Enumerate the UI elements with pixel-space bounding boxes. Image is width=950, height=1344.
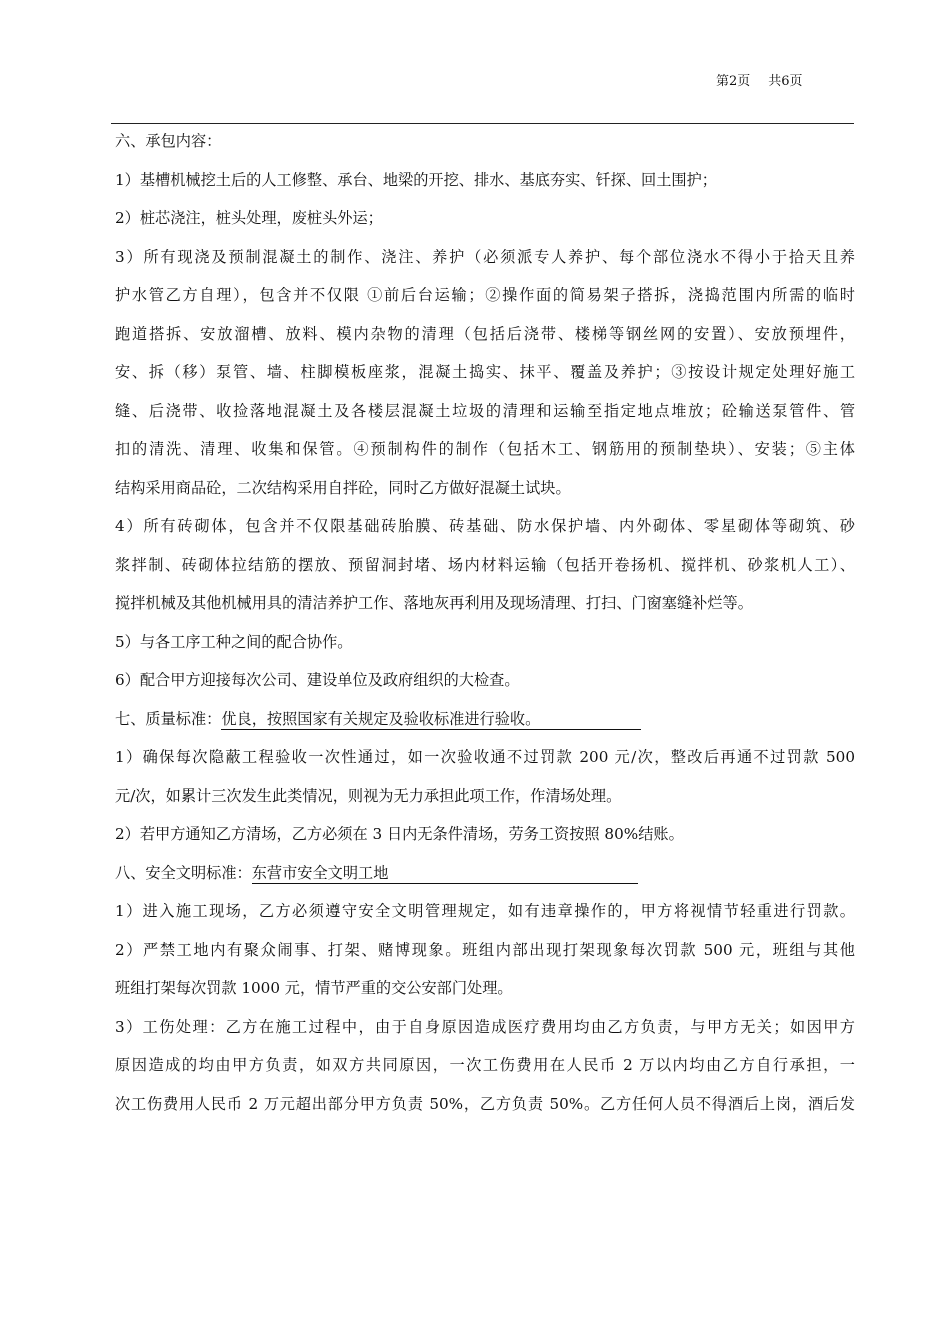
line-text: 浆拌制、砖砌体拉结筋的摆放、预留洞封堵、场内材料运输（包括开卷扬机、搅拌机、砂浆机人工）、	[115, 555, 855, 574]
text-line	[115, 513, 855, 539]
text-line	[115, 975, 855, 1001]
line-text: 班组打架每次罚款 1000 元，情节严重的交公安部门处理。	[115, 979, 513, 997]
text-line	[115, 167, 855, 193]
text-line	[115, 321, 855, 347]
text-line	[115, 436, 855, 462]
text-line	[115, 667, 855, 693]
line-text: 1）确保每次隐蔽工程验收一次性通过，如一次验收通不过罚款 200 元/次，整改后再通不过罚款 500	[115, 748, 855, 766]
text-line	[115, 860, 855, 886]
text-line	[115, 128, 855, 154]
line-text: 七、质量标准：	[115, 709, 222, 728]
text-line	[115, 744, 855, 770]
line-text: 6）配合甲方迎接每次公司、建设单位及政府组织的大检查。	[115, 671, 520, 689]
text-line	[115, 783, 855, 809]
line-text: 元/次，如累计三次发生此类情况，则视为无力承担此项工作，作清场处理。	[115, 786, 622, 805]
line-text: 次工伤费用人民币 2 万元超出部分甲方负责 50%，乙方负责 50%。乙方任何人员不得酒后上岗，酒后发	[115, 1094, 855, 1113]
text-line	[115, 706, 855, 732]
page-number: 第2页	[716, 74, 751, 89]
text-line	[115, 398, 855, 424]
line-text: 六、承包内容：	[115, 132, 222, 150]
line-text: 护水管乙方自理），包含并不仅限 ①前后台运输；②操作面的简易架子搭拆，浇捣范围内所需的临时	[115, 286, 855, 304]
line-text: 2）严禁工地内有聚众闹事、打架、赌博现象。班组内部出现打架现象每次罚款 500 元，班组与其他	[115, 940, 855, 959]
page-header	[716, 70, 821, 89]
text-line	[115, 552, 855, 578]
line-text: 结构采用商品砼，二次结构采用自拌砼，同时乙方做好混凝土试块。	[115, 478, 571, 497]
underlined-value: 优良，按照国家有关规定及验收标准进行验收。	[221, 709, 641, 730]
text-line	[115, 282, 855, 308]
text-line	[115, 629, 855, 655]
text-line	[115, 898, 855, 924]
line-text: 搅拌机械及其他机械用具的清洁养护工作、落地灰再利用及现场清理、打扫、门窗塞缝补烂等。	[115, 594, 753, 612]
text-line	[115, 205, 855, 231]
page-total: 共6页	[768, 74, 803, 89]
text-line	[115, 475, 855, 501]
line-text: 八、安全文明标准：	[115, 863, 252, 882]
line-text: 跑道搭拆、安放溜槽、放料、模内杂物的清理（包括后浇带、楼梯等钢丝网的安置）、安放预埋件，	[115, 324, 855, 343]
line-text: 缝、后浇带、收捡落地混凝土及各楼层混凝土垃圾的清理和运输至指定地点堆放；砼输送泵管件、管	[115, 401, 855, 420]
line-text: 安、拆（移）泵管、墙、柱脚模板座浆，混凝土捣实、抹平、覆盖及养护；③按设计规定处理好施工	[115, 363, 855, 381]
text-line	[115, 1014, 855, 1040]
line-text: 3）所有现浇及预制混凝土的制作、浇注、养护（必须派专人养护、每个部位浇水不得小于拾天且养	[115, 247, 855, 266]
document-body	[115, 128, 855, 1117]
line-text: 1）进入施工现场，乙方必须遵守安全文明管理规定，如有违章操作的，甲方将视情节轻重进行罚款。	[115, 902, 855, 920]
text-line	[115, 1091, 855, 1117]
line-text: 1）基槽机械挖土后的人工修整、承台、地梁的开挖、排水、基底夯实、钎探、回土围护；	[115, 170, 717, 189]
line-text: 5）与各工序工种之间的配合协作。	[115, 632, 353, 651]
line-text: 2）桩芯浇注，桩头处理，废桩头外运；	[115, 209, 383, 227]
underlined-value: 东营市安全文明工地	[252, 863, 638, 884]
text-line	[115, 937, 855, 963]
line-text: 4）所有砖砌体，包含并不仅限基础砖胎膜、砖基础、防水保护墙、内外砌体、零星砌体等砌筑、砂	[115, 517, 855, 535]
text-line	[115, 1052, 855, 1078]
header-rule	[111, 123, 854, 124]
text-line	[115, 590, 855, 616]
line-text: 原因造成的均由甲方负责，如双方共同原因，一次工伤费用在人民币 2 万以内均由乙方自行承担，一	[115, 1056, 855, 1074]
text-line	[115, 359, 855, 385]
text-line	[115, 821, 855, 847]
text-line	[115, 244, 855, 270]
line-text: 扣的清洗、清理、收集和保管。④预制构件的制作（包括木工、钢筋用的预制垫块）、安装；⑤主体	[115, 440, 855, 458]
line-text: 2）若甲方通知乙方清场，乙方必须在 3 日内无条件清场，劳务工资按照 80%结账。	[115, 825, 684, 843]
line-text: 3）工伤处理：乙方在施工过程中，由于自身原因造成医疗费用均由乙方负责，与甲方无关；如因甲方	[115, 1017, 855, 1036]
